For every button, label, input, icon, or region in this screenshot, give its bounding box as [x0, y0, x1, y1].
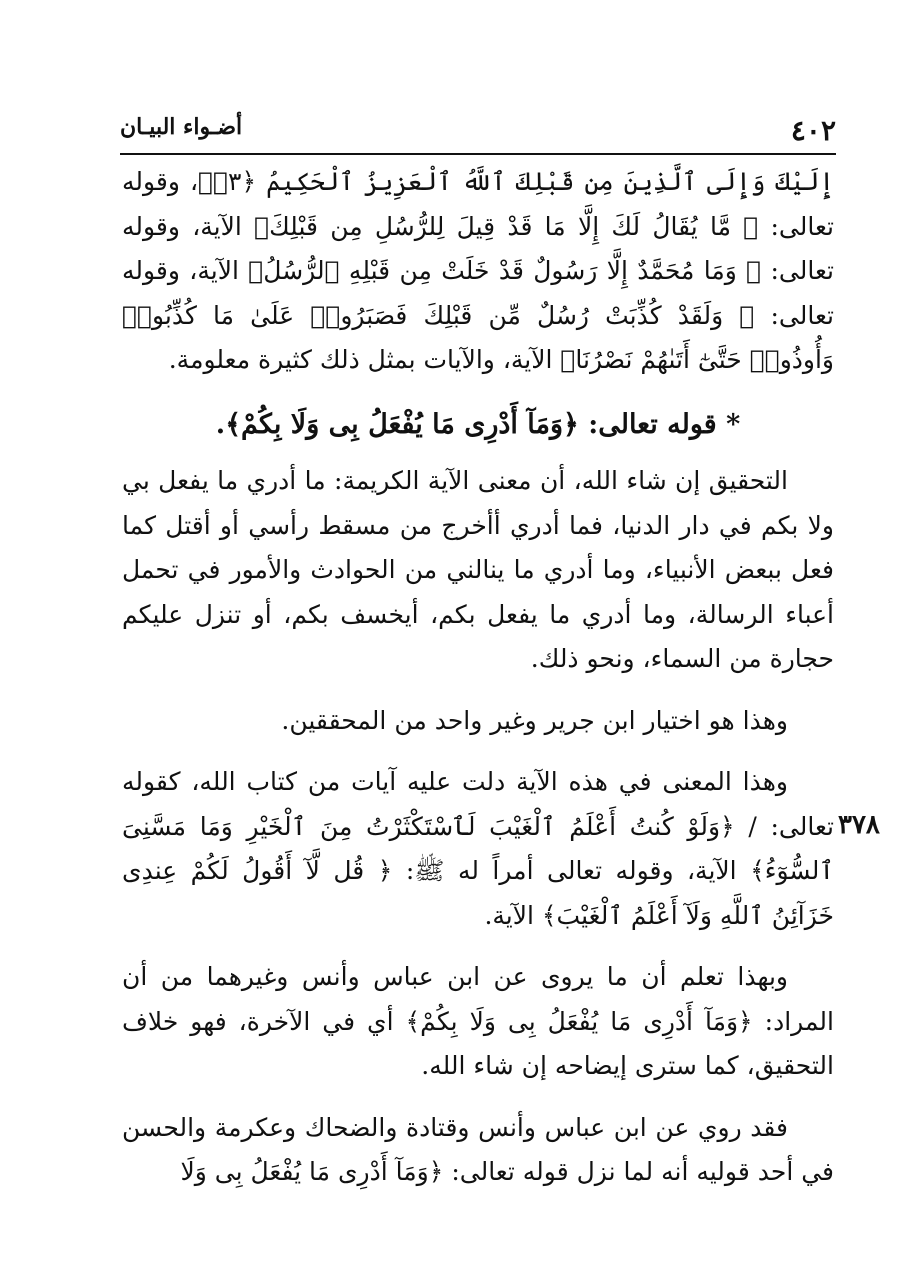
page-header	[120, 114, 836, 150]
body-text	[122, 160, 834, 1195]
page-number: ٤٠٢	[790, 114, 836, 147]
paragraph-tahqiq: التحقيق إن شاء الله، أن معنى الآية الكريمة: ما أدري ما يفعل بي ولا بكم في دار الدنيا، فما أدري أأخرج من مسقط رأسي أو أقتل كما فعل ببعض الأنبياء، وما أدري ما ينالني من الحوادث والأمور في تحمل أعباء الرسالة، وما أدري ما يفعل بكم، أيخسف بكم، أو تنزل عليكم حجارة من السماء، ونحو ذلك.	[122, 466, 834, 673]
paragraph-narration: فقد روي عن ابن عباس وأنس وقتادة والضحاك وعكرمة والحسن في أحد قوليه أنه لما نزل قوله تعالى: ﴿وَمَآ أَدْرِى مَا يُفْعَلُ بِى وَلَا	[122, 1112, 834, 1186]
header-rule	[120, 153, 836, 155]
paragraph-ikhtiyar: وهذا هو اختيار ابن جرير وغير واحد من المحققين.	[281, 705, 788, 735]
paragraph-evidence: وهذا المعنى في هذه الآية دلت عليه آيات من كتاب الله، كقوله تعالى: / ﴿وَلَوْ كُنتُ أَعْلَمُ ٱلْغَيْبَ لَٱسْتَكْثَرْتُ مِنَ ٱلْخَيْرِ وَمَا مَسَّنِىَ ٱلسُّوٓءُ﴾ الآية، وقوله تعالى أمراً له ﷺ: ﴿ قُل لَّآ أَقُولُ لَكُمْ عِندِى خَزَآئِنُ ٱللَّهِ وَلَآ أَعْلَمُ ٱلْغَيْبَ﴾ الآية.	[122, 767, 834, 930]
section-heading: * قوله تعالى: ﴿وَمَآ أَدْرِى مَا يُفْعَلُ بِى وَلَا بِكُمْ﴾.	[215, 408, 741, 440]
running-title: أضـواء البيـان	[120, 114, 243, 140]
margin-page-marker: ٣٧٨	[838, 810, 880, 840]
paragraph-conclusion: وبهذا تعلم أن ما يروى عن ابن عباس وأنس وغيرهما من أن المراد: ﴿وَمَآ أَدْرِى مَا يُفْعَلُ بِى وَلَا بِكُمْ﴾ أي في الآخرة، فهو خلاف التحقيق، كما سترى إيضاحه إن شاء الله.	[122, 962, 834, 1080]
paragraph-intro: إِلَيْكَ وَإِلَى ٱلَّذِينَ مِن قَبْلِكَ ٱللَّهُ ٱلْعَزِيزُ ٱلْحَكِيمُ ﴿٣﴾﴾، وقوله تعالى: ﴿ مَّا يُقَالُ لَكَ إِلَّا مَا قَدْ قِيلَ لِلرُّسُلِ مِن قَبْلِكَ﴾ الآية، وقوله تعالى: ﴿ وَمَا مُحَمَّدٌ إِلَّا رَسُولٌ قَدْ خَلَتْ مِن قَبْلِهِ ٱلرُّسُلُ﴾ الآية، وقوله تعالى: ﴿ وَلَقَدْ كُذِّبَتْ رُسُلٌ مِّن قَبْلِكَ فَصَبَرُوا۟ عَلَىٰ مَا كُذِّبُوا۟ وَأُوذُوا۟ حَتَّىٰٓ أَتَىٰهُمْ نَصْرُنَا﴾ الآية، والآيات بمثل ذلك كثيرة معلومة.	[122, 167, 834, 374]
